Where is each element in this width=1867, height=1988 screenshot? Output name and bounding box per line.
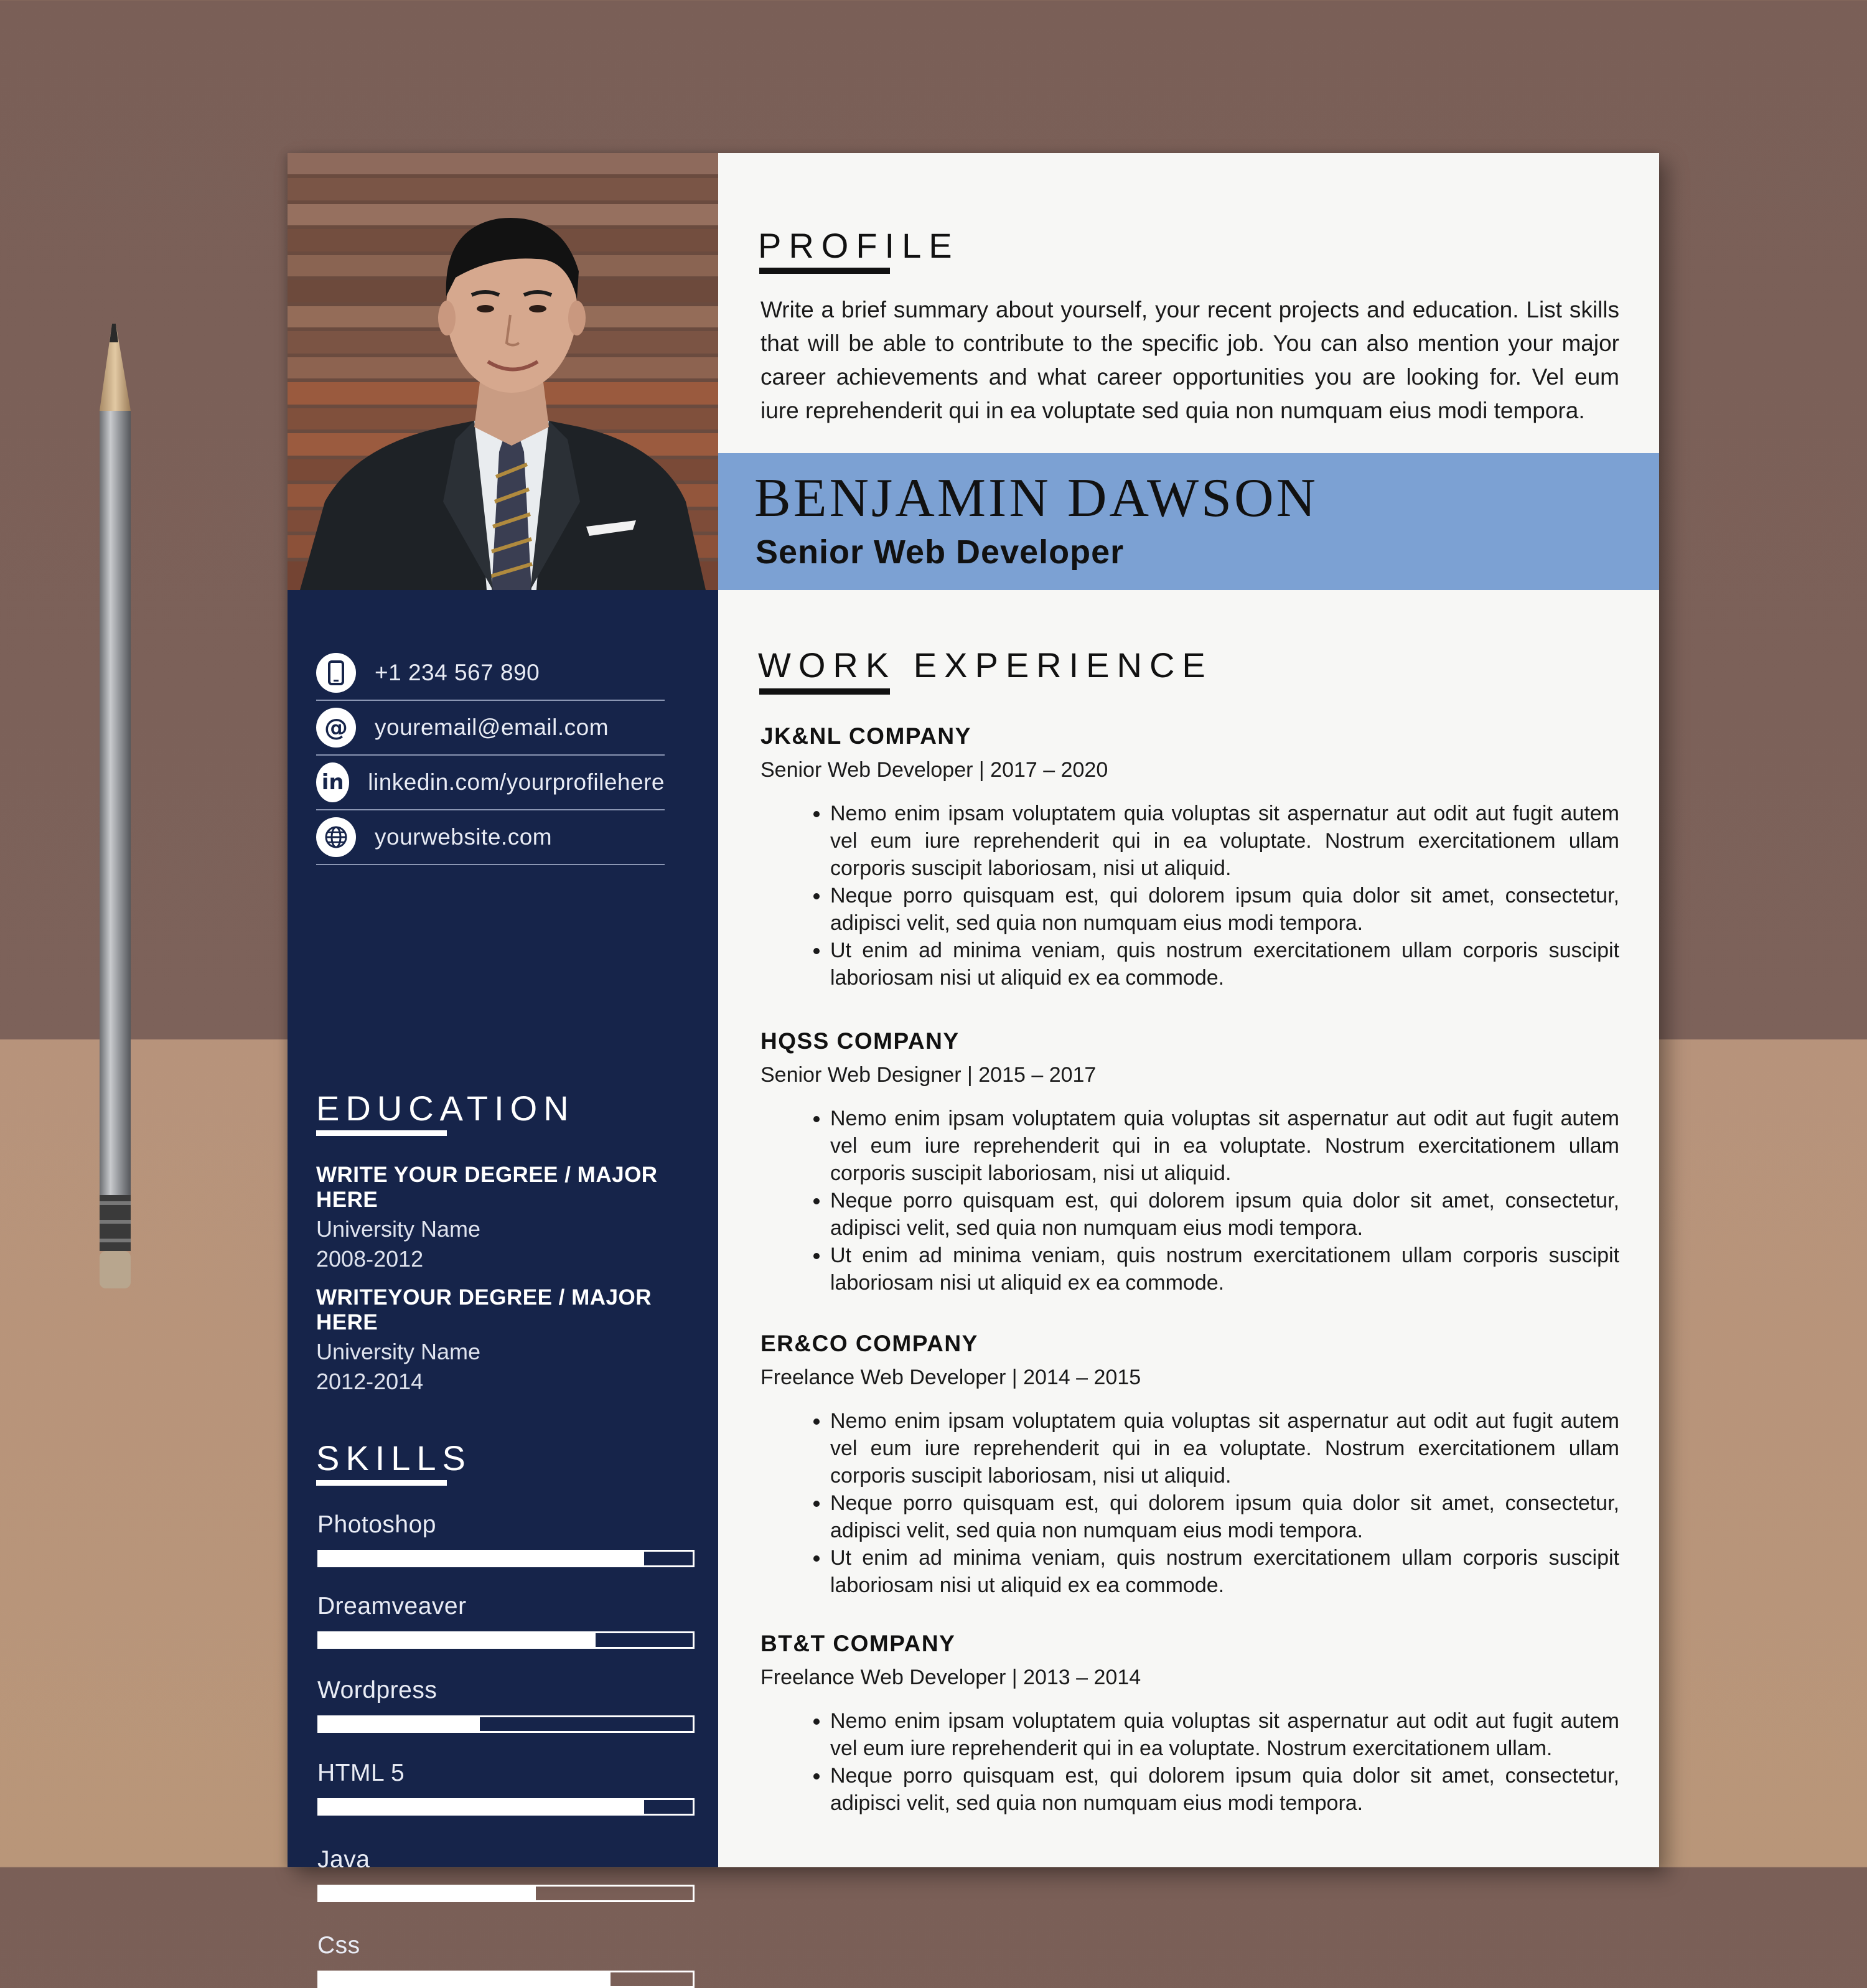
person-name: BENJAMIN DAWSON: [754, 468, 1319, 528]
skill-wordpress: [317, 1677, 695, 1733]
education-item: [316, 1163, 702, 1272]
skill-fill: [319, 1633, 596, 1647]
profile-heading: PROFILE: [758, 226, 960, 265]
profile-photo: [288, 153, 718, 590]
job-bullet: • Ut enim ad minima veniam, quis nostrum exercitationem ullam corporis suscipit laboriosam nisi ut aliquid ex ea commode.: [830, 1242, 1619, 1296]
skill-bar: [317, 1885, 695, 1902]
skill-html5: [317, 1760, 695, 1816]
skill-java: [317, 1846, 695, 1902]
skill-name: HTML 5: [317, 1760, 405, 1786]
resume-page: [288, 153, 1659, 1959]
degree-title: WRITE YOUR DEGREE / MAJOR HERE: [316, 1163, 658, 1212]
skills-underline: [316, 1480, 447, 1486]
pencil-decoration: [93, 324, 143, 1307]
job-entry: [760, 1631, 1619, 1817]
globe-icon: [316, 817, 356, 857]
linkedin-link[interactable]: linkedin.com/yourprofilehere: [368, 769, 665, 795]
email-link[interactable]: youremail@email.com: [375, 715, 609, 740]
job-bullet: • Nemo enim ipsam voluptatem quia voluptas sit aspernatur aut odit aut fugit autem vel eum iure reprehenderit qui in ea voluptate. Nostrum exercitationem ullam corporis suscipit laboriosam, nisi ut aliquid.: [830, 1105, 1619, 1187]
skill-fill: [319, 1972, 611, 1986]
job-bullet: • Nemo enim ipsam voluptatem quia voluptas sit aspernatur aut odit aut fugit autem vel eum iure reprehenderit qui in ea voluptate. Nostrum exercitationem ullam corporis suscipit laboriosam, nisi ut aliquid.: [830, 1407, 1619, 1489]
skill-bar: [317, 1550, 695, 1567]
skill-name: Wordpress: [317, 1677, 438, 1704]
skills-heading: SKILLS: [316, 1438, 472, 1478]
job-entry: [760, 723, 1619, 992]
skill-bar: [317, 1715, 695, 1733]
education-years: 2008-2012: [316, 1246, 424, 1272]
person-title: Senior Web Developer: [756, 533, 1125, 571]
job-bullets: [760, 1105, 1619, 1296]
skill-bar: [317, 1631, 695, 1649]
at-sign-icon: @: [316, 708, 356, 748]
job-role: Senior Web Designer | 2015 – 2017: [760, 1063, 1097, 1087]
job-bullet: • Ut enim ad minima veniam, quis nostrum exercitationem ullam corporis suscipit laboriosam nisi ut aliquid ex ea commode.: [830, 1544, 1619, 1599]
work-experience-heading: WORK EXPERIENCE: [758, 645, 1213, 685]
degree-title: WRITEYOUR DEGREE / MAJOR HERE: [316, 1285, 652, 1334]
company-name: HQSS COMPANY: [760, 1028, 960, 1054]
work-experience-underline: [759, 688, 890, 695]
job-role: Freelance Web Developer | 2014 – 2015: [760, 1366, 1141, 1389]
job-role: Freelance Web Developer | 2013 – 2014: [760, 1666, 1141, 1689]
skill-fill: [319, 1887, 536, 1900]
profile-summary: Write a brief summary about yourself, your recent projects and education. List skills that will be able to contribute to the specific job. You can also mention your major career achievements and what career opportunities you are looking for. Vel eum iure reprehenderit qui in ea voluptate sed quia non numquam eius modi tempora.: [760, 297, 1619, 423]
skill-photoshop: [317, 1511, 695, 1567]
skill-fill: [319, 1800, 644, 1814]
university-name: University Name: [316, 1339, 481, 1364]
profile-underline: [759, 268, 890, 274]
skill-name: Photoshop: [317, 1511, 436, 1538]
contact-list: [316, 646, 665, 865]
skill-dreamveaver: [317, 1593, 695, 1649]
website-link[interactable]: yourwebsite.com: [375, 824, 553, 850]
skill-name: Java: [317, 1846, 370, 1873]
skill-fill: [319, 1717, 480, 1731]
linkedin-icon: in: [316, 762, 349, 802]
education-years: 2012-2014: [316, 1369, 424, 1394]
education-underline: [316, 1130, 447, 1136]
job-bullet: • Neque porro quisquam est, qui dolorem ipsum quia dolor sit amet, consectetur, adipisci velit, sed quia non numquam eius modi tempora.: [830, 1187, 1619, 1242]
job-bullet: • Ut enim ad minima veniam, quis nostrum exercitationem ullam corporis suscipit laboriosam nisi ut aliquid ex ea commode.: [830, 937, 1619, 992]
skill-fill: [319, 1552, 644, 1565]
job-role: Senior Web Developer | 2017 – 2020: [760, 758, 1108, 782]
phone-text: +1 234 567 890: [375, 660, 540, 685]
skill-bar: [317, 1971, 695, 1988]
contact-linkedin: [316, 756, 665, 810]
main-column: [718, 153, 1659, 1867]
company-name: ER&CO COMPANY: [760, 1331, 978, 1356]
job-bullets: [760, 1707, 1619, 1817]
sidebar: [288, 590, 718, 1959]
skill-css: [317, 1932, 695, 1988]
contact-website: [316, 810, 665, 865]
job-entry: [760, 1028, 1619, 1296]
job-bullets: [760, 800, 1619, 992]
education-item: [316, 1285, 702, 1395]
skill-name: Dreamveaver: [317, 1593, 467, 1620]
job-bullet: • Neque porro quisquam est, qui dolorem ipsum quia dolor sit amet, consectetur, adipisci velit, sed quia non numquam eius modi tempora.: [830, 882, 1619, 937]
contact-phone: [316, 646, 665, 701]
job-entry: [760, 1331, 1619, 1599]
skill-bar: [317, 1798, 695, 1816]
university-name: University Name: [316, 1216, 481, 1242]
job-bullet: • Neque porro quisquam est, qui dolorem ipsum quia dolor sit amet, consectetur, adipisci velit, sed quia non numquam eius modi tempora.: [830, 1762, 1619, 1817]
job-bullets: [760, 1407, 1619, 1599]
job-bullet: • Nemo enim ipsam voluptatem quia voluptas sit aspernatur aut odit aut fugit autem vel eum iure reprehenderit qui in ea voluptate. Nostrum exercitationem ullam.: [830, 1707, 1619, 1762]
company-name: JK&NL COMPANY: [760, 723, 971, 749]
phone-icon: [316, 653, 356, 693]
skill-name: Css: [317, 1932, 360, 1959]
name-band: [718, 453, 1659, 590]
education-heading: EDUCATION: [316, 1089, 575, 1128]
job-bullet: • Neque porro quisquam est, qui dolorem ipsum quia dolor sit amet, consectetur, adipisci velit, sed quia non numquam eius modi tempora.: [830, 1489, 1619, 1544]
company-name: BT&T COMPANY: [760, 1631, 956, 1656]
job-bullet: • Nemo enim ipsam voluptatem quia voluptas sit aspernatur aut odit aut fugit autem vel eum iure reprehenderit qui in ea voluptate. Nostrum exercitationem ullam corporis suscipit laboriosam, nisi ut aliquid.: [830, 800, 1619, 882]
contact-email: [316, 701, 665, 756]
